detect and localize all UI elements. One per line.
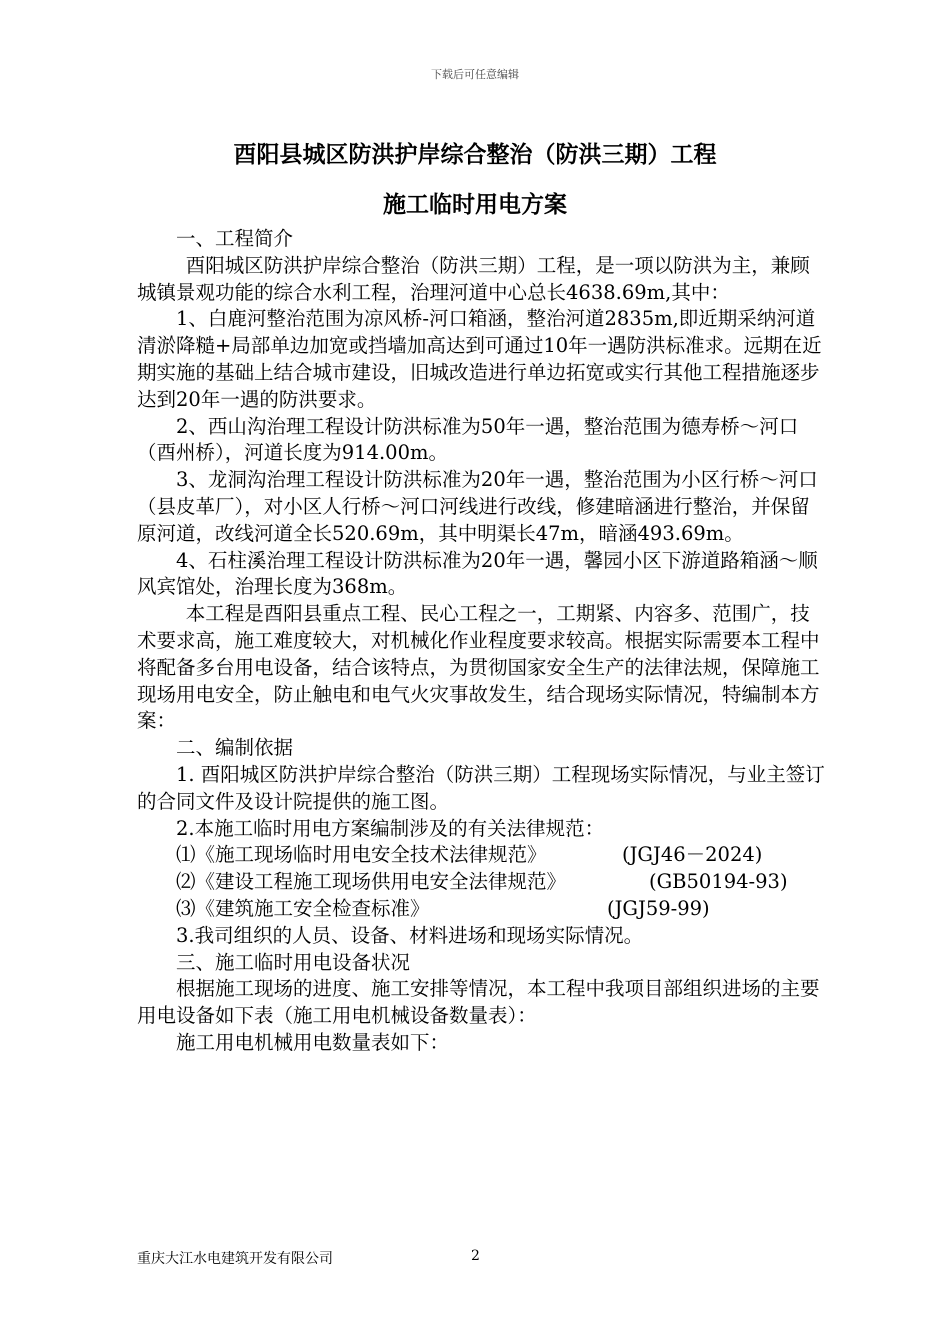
document-body bbox=[137, 226, 827, 1057]
list-item: 2、西山沟治理工程设计防洪标准为50年一遇，整治范围为德寿桥～河口（酉州桥），河道长度为914.00m。 bbox=[137, 414, 799, 465]
section-heading: 二、编制依据 bbox=[176, 736, 294, 760]
standard-row bbox=[137, 896, 827, 923]
list-item: 3、龙洞沟治理工程设计防洪标准为20年一遇，整治范围为小区行桥～河口（县皮革厂），对小区人行桥～河口河线进行改线，修建暗涵进行整治，并保留原河道，改线河道全长520.69m，其中明渠长47m，暗涵493.69m。 bbox=[137, 468, 818, 545]
list-item: 1、白鹿河整治范围为凉风桥-河口箱涵，整治河道2835m,即近期采纳河道清淤降糙+局部单边加宽或挡墙加高达到可通过10年一遇防洪标准求。远期在近期实施的基础上结合城市建设，旧城改造进行单边拓宽或实行其他工程措施逐步达到20年一遇的防洪要求。 bbox=[137, 307, 822, 411]
standard-code: (JGJ59-99) bbox=[607, 896, 710, 920]
list-item: 1. 酉阳城区防洪护岸综合整治（防洪三期）工程现场实际情况，与业主签订的合同文件及设计院提供的施工图。 bbox=[137, 762, 825, 813]
paragraph: 根据施工现场的进度、施工安排等情况，本工程中我项目部组织进场的主要用电设备如下表（施工用电机械设备数量表）： bbox=[137, 977, 820, 1028]
page-footer bbox=[137, 1248, 827, 1268]
standard-code: (JGJ46－2024) bbox=[622, 843, 763, 867]
paragraph: 本工程是酉阳县重点工程、民心工程之一，工期紧、内容多、范围广，技术要求高，施工难度较大，对机械化作业程度要求较高。根据实际需要本工程中将配备多台用电设备，结合该特点，为贯彻国家安全生产的法律法规，保障施工现场用电安全，防止触电和电气火灾事故发生，结合现场实际情况，特编制本方案： bbox=[137, 602, 820, 733]
section-heading: 三、施工临时用电设备状况 bbox=[176, 950, 411, 974]
standard-row bbox=[137, 869, 827, 896]
list-item: 2.本施工临时用电方案编制涉及的有关法律规范： bbox=[176, 816, 605, 840]
standard-row bbox=[137, 842, 827, 869]
paragraph: 施工用电机械用电数量表如下： bbox=[176, 1030, 450, 1054]
list-item: 4、石柱溪治理工程设计防洪标准为20年一遇，馨园小区下游道路箱涵～顺风宾馆处，治理长度为368m。 bbox=[137, 548, 818, 599]
standard-code: (GB50194-93) bbox=[649, 870, 788, 894]
page-number: 2 bbox=[471, 1248, 480, 1264]
section-heading: 一、工程简介 bbox=[176, 227, 294, 250]
standard-name: ⑵《建设工程施工现场供用电安全法律规范》 bbox=[176, 870, 567, 894]
paragraph: 酉阳城区防洪护岸综合整治（防洪三期）工程，是一项以防洪为主，兼顾城镇景观功能的综合水利工程，治理河道中心总长4638.69m,其中： bbox=[137, 253, 810, 304]
header-note: 下载后可任意编辑 bbox=[431, 68, 519, 81]
document-subtitle: 施工临时用电方案 bbox=[383, 192, 567, 218]
standard-name: ⑶《建筑施工安全检查标准》 bbox=[176, 896, 430, 920]
footer-company: 重庆大江水电建筑开发有限公司 bbox=[137, 1251, 333, 1267]
standard-name: ⑴《施工现场临时用电安全技术法律规范》 bbox=[176, 843, 547, 867]
document-title: 酉阳县城区防洪护岸综合整治（防洪三期）工程 bbox=[233, 142, 717, 168]
list-item: 3.我司组织的人员、设备、材料进场和现场实际情况。 bbox=[176, 923, 644, 947]
